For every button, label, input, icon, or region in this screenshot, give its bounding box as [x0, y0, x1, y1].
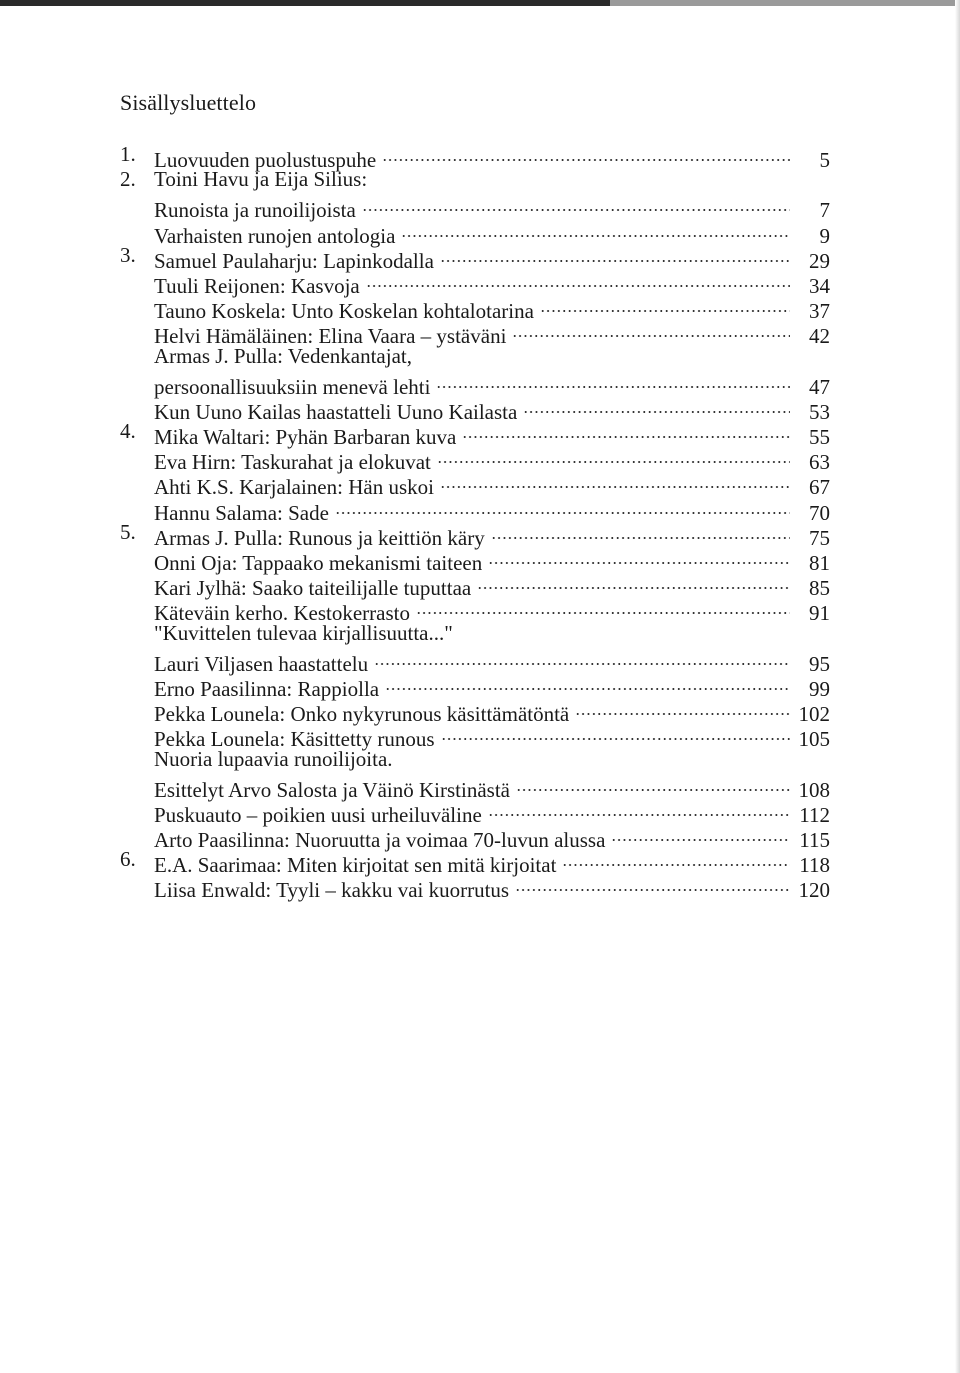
- toc-entry-body: [154, 747, 830, 772]
- toc-entry-title: Liisa Enwald: Tyyli – kakku vai kuorrutus: [154, 878, 510, 903]
- toc-entry-title: Luovuuden puolustuspuhe: [154, 148, 377, 172]
- toc-entry: [120, 167, 830, 192]
- toc-entry-page: 63: [809, 450, 830, 475]
- toc-entry-title: Samuel Paulaharju: Lapinkodalla: [154, 248, 434, 273]
- dot-leader: [416, 595, 790, 620]
- toc-entry-page: 118: [799, 853, 830, 878]
- dot-leader: [523, 394, 790, 419]
- toc-heading: Sisällysluettelo: [120, 90, 257, 115]
- toc-entry: [120, 545, 830, 575]
- toc-entry: [120, 268, 830, 298]
- dot-leader: [335, 495, 790, 520]
- dot-leader: [540, 293, 790, 318]
- dot-leader: [441, 721, 790, 746]
- toc-entry: [120, 419, 830, 450]
- dot-leader: [562, 847, 790, 872]
- toc-entry-number: 4.: [120, 419, 136, 444]
- dot-leader: [611, 822, 790, 847]
- toc-entry-title: Ahti K.S. Karjalainen: Hän uskoi: [154, 475, 434, 500]
- dot-leader: [440, 469, 790, 494]
- toc-entry-page: 105: [798, 727, 830, 752]
- dot-leader: [488, 797, 790, 822]
- toc-entry: [120, 621, 830, 646]
- toc-entry-body: [154, 344, 830, 369]
- toc-entry: [120, 671, 830, 701]
- dot-leader: [374, 646, 790, 671]
- toc-entry-page: 42: [809, 324, 830, 349]
- toc-entry-page: 70: [809, 500, 830, 525]
- toc-entry-page: 67: [809, 475, 830, 500]
- toc-entry-title: Arto Paasilinna: Nuoruutta ja voimaa 70-luvun alussa: [154, 828, 606, 853]
- dot-leader: [491, 520, 790, 545]
- dot-leader: [437, 444, 790, 469]
- toc-entry: [120, 242, 830, 273]
- dot-leader: [362, 192, 790, 217]
- toc-entry-page: 112: [799, 802, 830, 827]
- toc-entry: [120, 192, 830, 223]
- toc-entry: [120, 772, 830, 802]
- toc-entry-title: persoonallisuuksiin menevä lehti: [154, 374, 431, 399]
- toc-entry-page: 9: [819, 223, 830, 248]
- dot-leader: [575, 696, 790, 721]
- toc-entry-page: 5: [819, 148, 830, 172]
- toc-entry-title: Tauno Koskela: Unto Koskelan kohtalotarina: [154, 299, 534, 324]
- toc-entry: [120, 469, 830, 500]
- toc-entry: [120, 218, 830, 248]
- toc-entry-number: 6.: [120, 847, 136, 872]
- toc-entry-page: 120: [798, 878, 830, 903]
- toc-entry-page: 53: [809, 399, 830, 424]
- table-of-contents: [120, 142, 830, 903]
- toc-entry: [120, 519, 830, 550]
- toc-entry: [120, 142, 830, 172]
- toc-entry: [120, 318, 830, 349]
- toc-entry-title: Varhaisten runojen antologia: [154, 223, 396, 248]
- toc-entry-title: Onni Oja: Tappaako mekanismi taiteen: [154, 551, 483, 575]
- toc-entry-page: 7: [819, 198, 830, 223]
- toc-entry-title: Helvi Hämäläinen: Elina Vaara – ystäväni: [154, 324, 507, 349]
- toc-entry-title: Hannu Salama: Sade: [154, 500, 329, 525]
- toc-entry-number: 3.: [120, 242, 136, 267]
- toc-entry: [120, 847, 830, 878]
- toc-entry-title: Pekka Lounela: Käsittetty runous: [154, 727, 435, 752]
- toc-entry: [120, 797, 830, 827]
- toc-entry: [120, 747, 830, 772]
- toc-entry-title: Lauri Viljasen haastattelu: [154, 651, 369, 676]
- toc-entry: [120, 444, 830, 475]
- toc-entry-page: 91: [809, 601, 830, 626]
- dot-leader: [366, 268, 790, 293]
- toc-entry-page: 102: [798, 702, 830, 727]
- dot-leader: [515, 872, 790, 897]
- toc-entry-title: Eva Hirn: Taskurahat ja elokuvat: [154, 450, 431, 475]
- toc-entry-body: [154, 167, 830, 192]
- toc-entry-page: 85: [809, 576, 830, 601]
- toc-entry: [120, 595, 830, 626]
- toc-entry-page: 75: [809, 525, 830, 550]
- toc-entry-title: Armas J. Pulla: Runous ja keittiön käry: [154, 525, 485, 550]
- toc-entry-page: 34: [809, 273, 830, 298]
- toc-entry: [120, 872, 830, 903]
- toc-entry: [120, 495, 830, 525]
- toc-entry: [120, 570, 830, 601]
- toc-entry: [120, 394, 830, 424]
- dot-leader: [462, 419, 790, 444]
- toc-entry-page: 95: [809, 651, 830, 676]
- toc-entry: [120, 293, 830, 324]
- toc-entry-body: [154, 621, 830, 646]
- dot-leader: [512, 318, 790, 343]
- toc-entry: [120, 369, 830, 399]
- toc-entry-title: Kun Uuno Kailas haastatteli Uuno Kailasta: [154, 399, 518, 424]
- dot-leader: [382, 142, 790, 167]
- toc-entry-page: 47: [809, 374, 830, 399]
- toc-entry-page: 29: [809, 248, 830, 273]
- toc-entry-title: Esittelyt Arvo Salosta ja Väinö Kirstinästä: [154, 777, 510, 802]
- toc-entry-page: 115: [799, 828, 830, 853]
- toc-entry-page: 108: [798, 777, 830, 802]
- toc-entry: [120, 696, 830, 727]
- toc-entry-body: [154, 872, 830, 903]
- dot-leader: [488, 545, 790, 570]
- dot-leader: [401, 218, 790, 243]
- dot-leader: [477, 570, 790, 595]
- toc-entry-title: E.A. Saarimaa: Miten kirjoitat sen mitä kirjoitat: [154, 853, 557, 878]
- toc-entry: [120, 646, 830, 676]
- toc-entry-number: 2.: [120, 167, 136, 192]
- toc-entry-number: 1.: [120, 142, 136, 166]
- toc-entry-title: Toini Havu ja Eija Silius:: [154, 167, 368, 192]
- toc-entry-title: Käteväin kerho. Kestokerrasto: [154, 601, 410, 626]
- toc-entry-title: Runoista ja runoilijoista: [154, 198, 356, 223]
- toc-entry-title: Erno Paasilinna: Rappiolla: [154, 676, 380, 701]
- dot-leader: [436, 369, 790, 394]
- toc-entry: [120, 721, 830, 752]
- toc-entry: [120, 822, 830, 853]
- dot-leader: [516, 772, 790, 797]
- toc-entry: [120, 344, 830, 369]
- toc-entry-number: 5.: [120, 519, 136, 544]
- toc-entry-title: Kari Jylhä: Saako taiteilijalle tuputtaa: [154, 576, 472, 601]
- dot-leader: [385, 671, 790, 696]
- toc-entry-page: 99: [809, 676, 830, 701]
- toc-entry-title: Mika Waltari: Pyhän Barbaran kuva: [154, 425, 457, 450]
- toc-entry-title: "Kuvittelen tulevaa kirjallisuutta...": [154, 620, 453, 645]
- toc-entry-title: Pekka Lounela: Onko nykyrunous käsittämätöntä: [154, 702, 570, 727]
- toc-entry-title: Nuoria lupaavia runoilijoita.: [154, 746, 393, 771]
- dot-leader: [440, 243, 790, 268]
- toc-entry-title: Puskuauto – poikien uusi urheiluväline: [154, 802, 482, 827]
- toc-entry-page: 55: [809, 425, 830, 450]
- toc-entry-page: 81: [809, 551, 830, 575]
- toc-entry-page: 37: [809, 299, 830, 324]
- toc-entry-title: Armas J. Pulla: Vedenkantajat,: [154, 343, 412, 368]
- toc-entry-title: Tuuli Reijonen: Kasvoja: [154, 273, 360, 298]
